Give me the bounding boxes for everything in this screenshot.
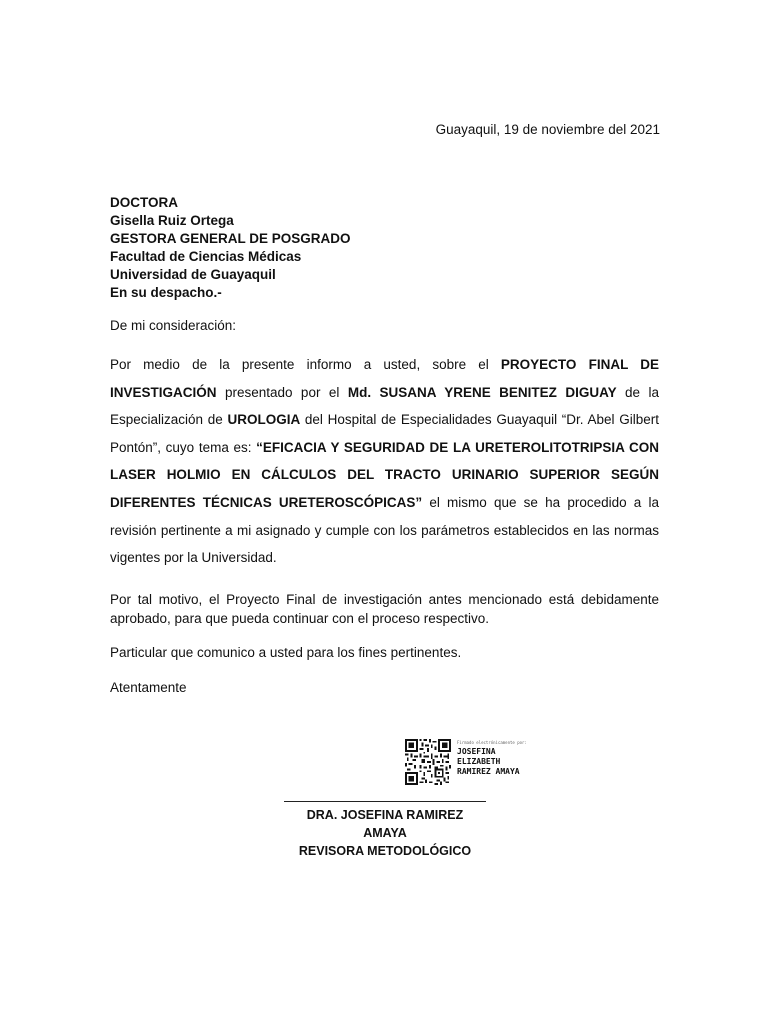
thesis-title: “EFICACIA Y SEGURIDAD DE LA URETEROLITOTRIPSIA CON LASER HOLMIO EN CÁLCULOS DEL TRACTO URINARIO SUPERIOR SEGÚN DIFERENTES TÉCNICAS URETEROSCÓPICAS” xyxy=(110,439,659,510)
addressee-block xyxy=(110,194,351,302)
signer-title: REVISORA METODOLÓGICO xyxy=(298,844,472,858)
addressee-position: GESTORA GENERAL DE POSGRADO xyxy=(110,231,351,246)
body-paragraph-2: Por tal motivo, el Proyecto Final de investigación antes mencionado está debidamente aprobado, para que pueda continuar con el proceso respectivo. xyxy=(110,592,659,626)
qr-code-icon xyxy=(405,739,451,785)
addressee-name: Gisella Ruiz Ortega xyxy=(110,213,234,228)
date-line: Guayaquil, 19 de noviembre del 2021 xyxy=(435,122,660,137)
student-name: Md. SUSANA YRENE BENITEZ DIGUAY xyxy=(347,384,617,400)
addressee-office: En su despacho.- xyxy=(110,285,222,300)
valediction: Atentamente xyxy=(110,680,187,695)
body-text: presentado por el xyxy=(216,384,348,400)
addressee-faculty: Facultad de Ciencias Médicas xyxy=(110,249,302,264)
addressee-title: DOCTORA xyxy=(110,195,179,210)
signature-line xyxy=(284,801,486,802)
body-text: Por medio de la presente informo a usted, sobre el xyxy=(110,357,501,372)
project-label: PROYECTO FINAL DE INVESTIGACIÓN xyxy=(110,357,659,400)
body-paragraph-1 xyxy=(110,351,659,572)
body-text: de la Especialización de xyxy=(110,384,659,428)
esignature-caption: Firmado electrónicamente por: xyxy=(457,740,527,745)
esignature-name xyxy=(457,747,520,777)
addressee-university: Universidad de Guayaquil xyxy=(110,267,276,282)
closing-line: Particular que comunico a usted para los fines pertinentes. xyxy=(110,645,462,660)
electronic-signature xyxy=(405,739,605,785)
esignature-name-line: JOSEFINA xyxy=(457,747,496,756)
signer-block xyxy=(284,806,486,860)
specialty-name: UROLOGIA xyxy=(227,412,301,428)
body-text: del Hospital de Especialidades Guayaquil “Dr. Abel Gilbert Pontón”, cuyo tema es: xyxy=(110,412,659,455)
body-text: el mismo que se ha procedido a la revisión pertinente a mi asignado y cumple con los parámetros establecidos en las normas vigentes por la Universidad. xyxy=(110,494,659,566)
esignature-name-line: RAMIREZ AMAYA xyxy=(457,767,520,776)
greeting: De mi consideración: xyxy=(110,318,237,333)
esignature-name-line: ELIZABETH xyxy=(457,757,501,766)
signer-name: DRA. JOSEFINA RAMIREZ AMAYA xyxy=(306,808,464,840)
